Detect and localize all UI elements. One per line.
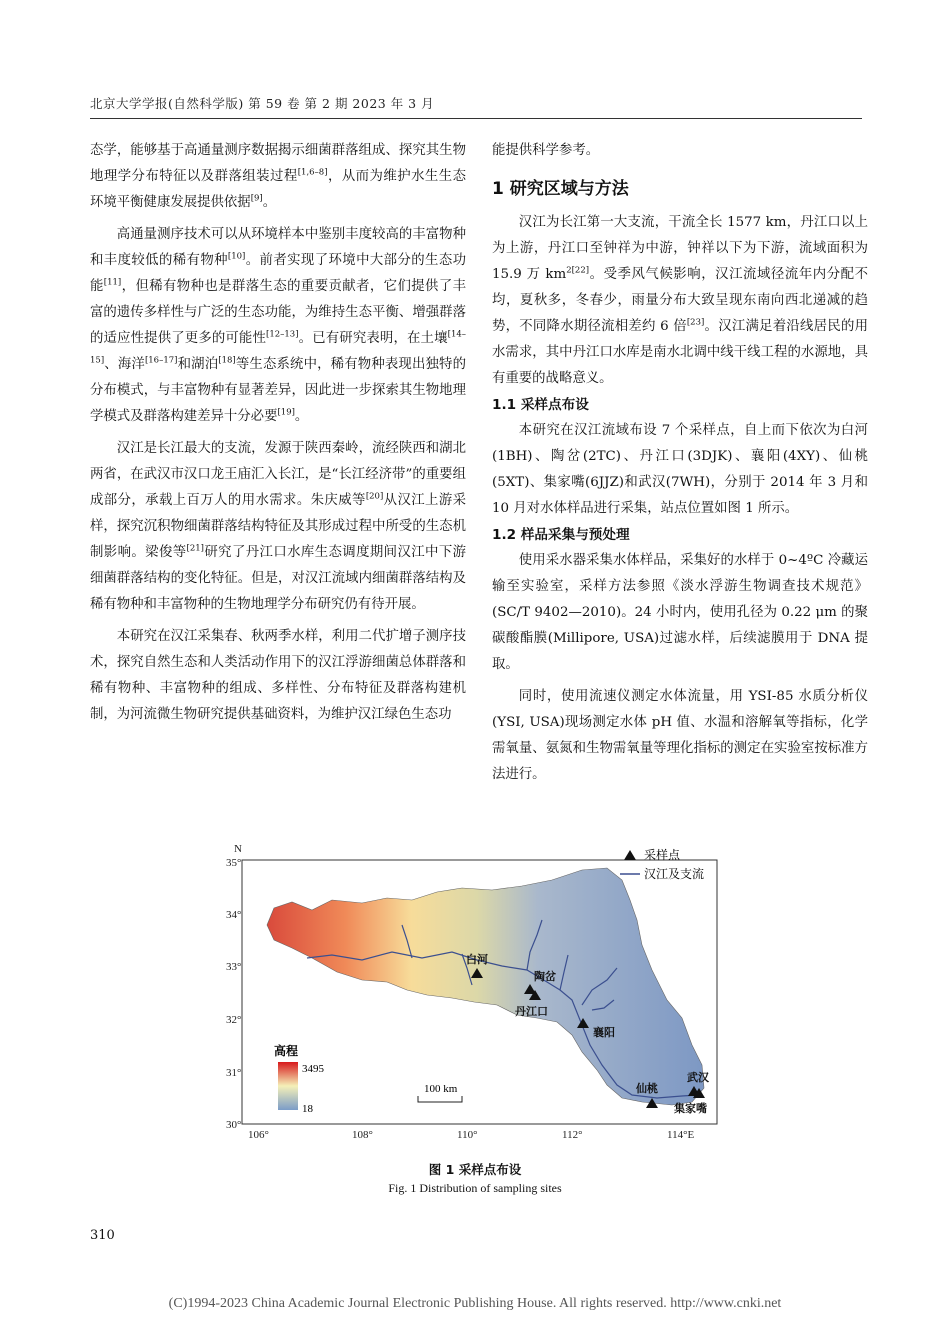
paragraph: 使用采水器采集水体样品，采集好的水样于 0~4ºC 冷藏运输至实验室，采样方法参照《淡水浮游生物调查技术规范》(SC/T 9402—2010)。24 小时内，使用孔径为 0.22 μm 的聚碳酸酯膜(Millipore, USA)过滤水样，后续滤膜用于 DNA 提取。 bbox=[492, 553, 868, 672]
x-tick: 114°E bbox=[667, 1129, 695, 1140]
paragraph: 能提供科学参考。 bbox=[492, 143, 600, 158]
site-label: 武汉 bbox=[687, 1071, 709, 1084]
scale-label: 100 km bbox=[424, 1083, 458, 1095]
north-label: N bbox=[234, 843, 242, 855]
subsection-heading: 1.2 样品采集与预处理 bbox=[492, 527, 630, 543]
figure-caption-en: Fig. 1 Distribution of sampling sites bbox=[388, 1181, 562, 1195]
paragraph: 汉江为长江第一大支流，干流全长 1577 km，丹江口以上为上游，丹江口至钟祥为中游，钟祥以下为下游，流域面积为 15.9 万 $km^{2[22]}$。受季风气候影响，汉江流域径流年内分配不均，夏秋多，冬春少，雨量分布大致呈现东南向西北递减的趋势，不同降水期径流相差约 6 倍[23]。汉江满足着沿线居民的用水需求，其中丹江口水库是南水北调中线干线工程的水源地，具有重要的战略意义。 bbox=[492, 215, 869, 386]
legend-river: 汉江及支流 bbox=[644, 867, 705, 881]
paragraph: 本研究在汉江流域布设 7 个采样点，自上而下依次为白河(1BH)、陶岔(2TC)、丹江口(3DJK)、襄阳(4XY)、仙桃(5XT)、集家嘴(6JJZ)和武汉(7WH)，分别于 2014 年 3 月和 10 月对水体样品进行采集，站点位置如图 1 所示。 bbox=[492, 423, 868, 516]
right-column bbox=[492, 138, 868, 788]
legend-site: 采样点 bbox=[644, 848, 681, 862]
x-tick: 108° bbox=[352, 1129, 373, 1140]
paragraph: 汉江是长江最大的支流，发源于陕西秦岭，流经陕西和湖北两省，在武汉市汉口龙王庙汇入长江，是“长江经济带”的重要组成部分，承载上百万人的用水需求。朱庆威等[20]从汉江上游采样，探究沉积物细菌群落结构特征及其形成过程中所受的生态机制影响。梁俊等[21]研究了丹江口水库生态调度期间汉江中下游细菌群落结构的变化特征。但是，对汉江流域内细菌群落结构及稀有物种和丰富物种的生物地理学分布研究仍有待开展。 bbox=[90, 441, 467, 612]
subsection-heading: 1.1 采样点布设 bbox=[492, 397, 589, 413]
site-legend-icon bbox=[624, 850, 636, 860]
site-label: 丹江口 bbox=[515, 1005, 548, 1018]
sampling-site-map bbox=[212, 840, 752, 1140]
copyright-footer: (C)1994-2023 China Academic Journal Electronic Publishing House. All rights reserved. http://www.cnki.net bbox=[168, 1296, 782, 1311]
site-label: 白河 bbox=[466, 953, 488, 966]
x-tick: 112° bbox=[562, 1129, 583, 1140]
left-column bbox=[90, 138, 466, 728]
y-tick: 35° bbox=[226, 857, 242, 869]
paragraph: 同时，使用流速仪测定水体流量，用 YSI-85 水质分析仪(YSI, USA)现场测定水体 pH 值、水温和溶解氧等指标，化学需氧量、氨氮和生物需氧量等理化指标的测定在实验室按标准方法进行。 bbox=[492, 689, 868, 782]
y-tick: 33° bbox=[226, 961, 242, 973]
section-heading: 1 研究区域与方法 bbox=[492, 179, 629, 199]
x-tick: 110° bbox=[457, 1129, 478, 1140]
page-number: 310 bbox=[90, 1228, 115, 1243]
elevation-bar bbox=[278, 1062, 298, 1110]
elevation-title: 高程 bbox=[274, 1044, 299, 1058]
paragraph: 态学，能够基于高通量测序数据揭示细菌群落组成、探究其生物地理学分布特征以及群落组装过程[1,6–8]，从而为维护水生生态环境平衡健康发展提供依据[9]。 bbox=[90, 143, 467, 210]
paragraph: 本研究在汉江采集春、秋两季水样，利用二代扩增子测序技术，探究自然生态和人类活动作用下的汉江浮游细菌总体群落和稀有物种、丰富物种的组成、多样性、分布特征及群落构建机制，为河流微生物研究提供基础资料，为维护汉江绿色生态功 bbox=[90, 629, 466, 722]
site-label: 襄阳 bbox=[593, 1026, 615, 1039]
site-label: 集家嘴 bbox=[674, 1102, 707, 1115]
y-tick: 32° bbox=[226, 1014, 242, 1026]
site-label: 陶岔 bbox=[534, 970, 556, 983]
paragraph: 高通量测序技术可以从环境样本中鉴别丰度较高的丰富物种和丰度较低的稀有物种[10]。前者实现了环境中大部分的生态功能[11]，但稀有物种也是群落生态的重要贡献者，它们提供了丰富的遗传多样性与广泛的生态功能，为维持生态平衡、增强群落的适应性提供了更多的可能性[12–13]。已有研究表明，在土壤[14–15]、海洋[16–17]和湖泊[18]等生态系统中，稀有物种表现出独特的分布模式，与丰富物种有显著差异，因此进一步探索其生物地理学模式及群落构建差异十分必要[19]。 bbox=[90, 227, 467, 424]
y-tick: 34° bbox=[226, 909, 242, 921]
site-label: 仙桃 bbox=[636, 1082, 658, 1095]
elev-max: 3495 bbox=[302, 1063, 324, 1075]
y-tick: 31° bbox=[226, 1067, 242, 1079]
y-tick: 30° bbox=[226, 1119, 242, 1131]
running-header: 北京大学学报(自然科学版) 第 59 卷 第 2 期 2023 年 3 月 bbox=[90, 94, 862, 119]
figure-caption-cn: 图 1 采样点布设 bbox=[428, 1162, 522, 1177]
x-tick: 106° bbox=[248, 1129, 269, 1140]
elev-min: 18 bbox=[302, 1103, 313, 1115]
